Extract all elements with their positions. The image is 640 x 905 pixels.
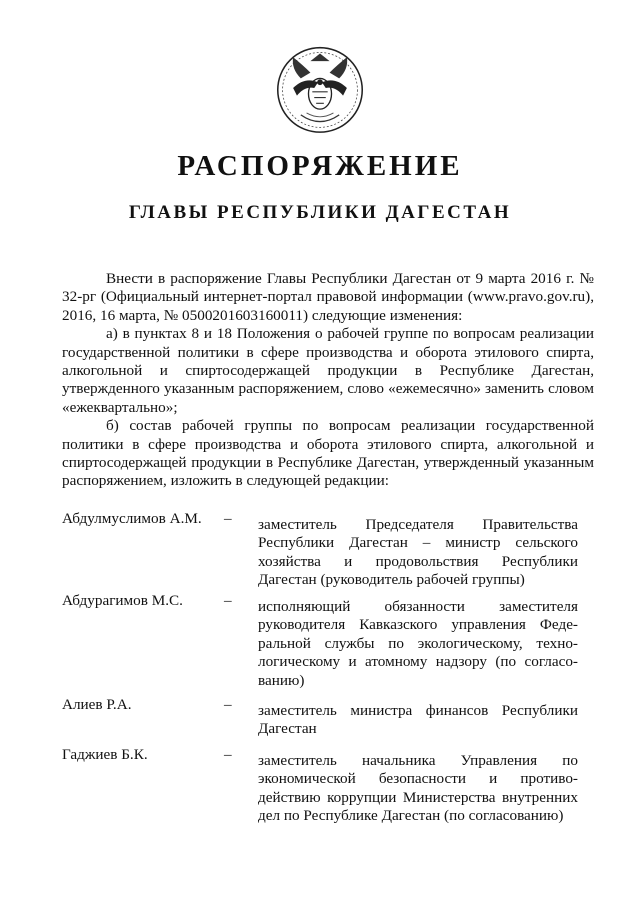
member-name: Алиев Р.А. <box>62 696 132 713</box>
document-body <box>62 270 594 491</box>
member-role: заместитель начальника Управления по экономической безопасности и противо-действию коррупции Министерства внутренних дел по Республике Дагестан (по согласованию) <box>258 752 578 825</box>
member-name: Абдурагимов М.С. <box>62 592 183 609</box>
member-dash: – <box>224 510 232 527</box>
document-subtitle: ГЛАВЫ РЕСПУБЛИКИ ДАГЕСТАН <box>128 202 512 223</box>
member-role: заместитель министра финансов Республики Дагестан <box>258 702 578 738</box>
member-role: заместитель Председателя Правительства Республики Дагестан – министр сельского хозяйства и продовольствия Республики Дагестан (руководитель рабочей группы) <box>258 516 578 589</box>
member-dash: – <box>224 746 232 763</box>
member-name: Абдулмуслимов А.М. <box>62 510 202 527</box>
member-role: исполняющий обязанности заместителя руководителя Кавказского управления Феде-ральной службы по экологическому, техно-логическому и атомному надзору (по согласо-ванию) <box>258 598 578 689</box>
coat-of-arms-emblem <box>272 40 368 136</box>
member-dash: – <box>224 696 232 713</box>
member-name: Гаджиев Б.К. <box>62 746 148 763</box>
paragraph-a: а) в пунктах 8 и 18 Положения о рабочей группе по вопросам реализации государственной политики в сфере производства и оборота этилового спирта, алкогольной и спиртосодержащей продукции в Республике Дагестан, утвержденного указанным распоряжением, слово «ежемесячно» заменить словом «ежеквартально»; <box>62 325 594 416</box>
document-title: РАСПОРЯЖЕНИЕ <box>177 150 463 182</box>
paragraph-b: б) состав рабочей группы по вопросам реализации государственной политики в сфере производства и оборота этилового спирта, алкогольной и спиртосодержащей продукции в Республике Дагестан, утвержденный указанным распоряжением, изложить в следующей редакции: <box>62 417 594 490</box>
member-dash: – <box>224 592 232 609</box>
paragraph-intro: Внести в распоряжение Главы Республики Дагестан от 9 марта 2016 г. № 32-рг (Официальный интернет-портал правовой информации (www.pravo.gov.ru), 2016, 16 марта, № 0500201603160011) следующие изменения: <box>62 270 594 324</box>
